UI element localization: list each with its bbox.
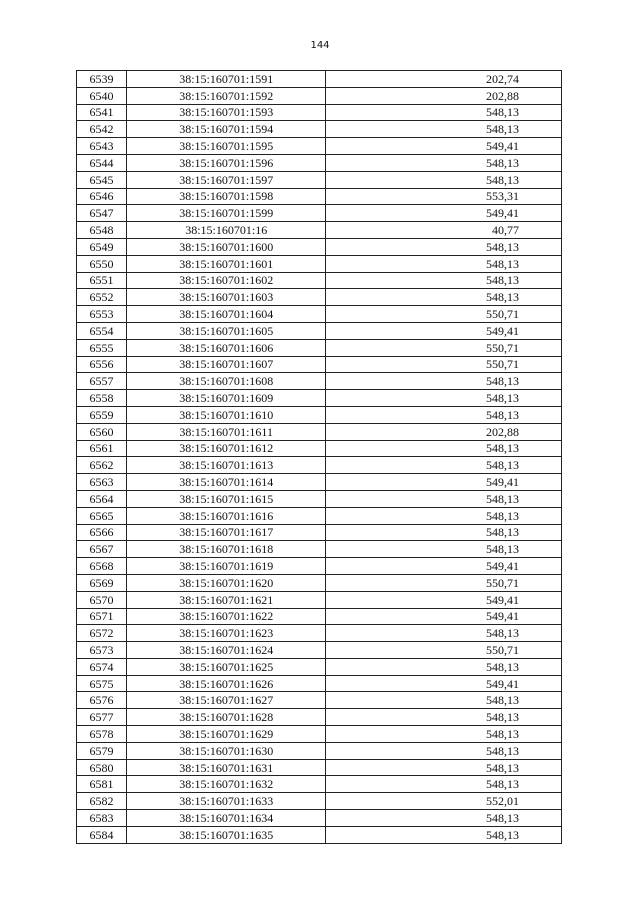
table-row — [77, 742, 562, 759]
area-cell: 550,71 — [326, 339, 562, 356]
row-number-cell: 6566 — [77, 524, 127, 541]
cadastral-number-cell: 38:15:160701:1599 — [127, 205, 326, 222]
area-cell: 548,13 — [326, 272, 562, 289]
cadastral-number-cell: 38:15:160701:1629 — [127, 726, 326, 743]
area-cell: 552,01 — [326, 793, 562, 810]
area-cell: 549,41 — [326, 474, 562, 491]
area-cell: 550,71 — [326, 306, 562, 323]
row-number-cell: 6564 — [77, 490, 127, 507]
row-number-cell: 6577 — [77, 709, 127, 726]
area-cell: 549,41 — [326, 591, 562, 608]
cadastral-number-cell: 38:15:160701:1602 — [127, 272, 326, 289]
area-cell: 40,77 — [326, 222, 562, 239]
area-cell: 548,13 — [326, 440, 562, 457]
area-cell: 548,13 — [326, 255, 562, 272]
cadastral-number-cell: 38:15:160701:1628 — [127, 709, 326, 726]
row-number-cell: 6571 — [77, 608, 127, 625]
row-number-cell: 6557 — [77, 373, 127, 390]
cadastral-number-cell: 38:15:160701:1591 — [127, 71, 326, 88]
area-cell: 548,13 — [326, 154, 562, 171]
row-number-cell: 6542 — [77, 121, 127, 138]
table-row — [77, 574, 562, 591]
area-cell: 548,13 — [326, 524, 562, 541]
page-number: 144 — [310, 40, 330, 51]
row-number-cell: 6574 — [77, 658, 127, 675]
area-cell: 549,41 — [326, 558, 562, 575]
area-cell: 548,13 — [326, 507, 562, 524]
table-row — [77, 709, 562, 726]
table-row — [77, 457, 562, 474]
table-row — [77, 658, 562, 675]
table-row — [77, 810, 562, 827]
cadastral-number-cell: 38:15:160701:1623 — [127, 625, 326, 642]
cadastral-number-cell: 38:15:160701:1607 — [127, 356, 326, 373]
row-number-cell: 6558 — [77, 390, 127, 407]
row-number-cell: 6578 — [77, 726, 127, 743]
area-cell: 549,41 — [326, 322, 562, 339]
cadastral-number-cell: 38:15:160701:1630 — [127, 742, 326, 759]
cadastral-number-cell: 38:15:160701:1625 — [127, 658, 326, 675]
area-cell: 548,13 — [326, 457, 562, 474]
table-row — [77, 339, 562, 356]
area-cell: 548,13 — [326, 742, 562, 759]
area-cell: 548,13 — [326, 406, 562, 423]
area-cell: 202,74 — [326, 71, 562, 88]
area-cell: 548,13 — [326, 726, 562, 743]
cadastral-number-cell: 38:15:160701:1615 — [127, 490, 326, 507]
cadastral-number-cell: 38:15:160701:1598 — [127, 188, 326, 205]
cadastral-number-cell: 38:15:160701:1632 — [127, 776, 326, 793]
table-row — [77, 826, 562, 843]
table-row — [77, 642, 562, 659]
row-number-cell: 6541 — [77, 104, 127, 121]
cadastral-number-cell: 38:15:160701:1604 — [127, 306, 326, 323]
cadastral-number-cell: 38:15:160701:1617 — [127, 524, 326, 541]
area-cell: 548,13 — [326, 759, 562, 776]
cadastral-number-cell: 38:15:160701:1612 — [127, 440, 326, 457]
area-cell: 550,71 — [326, 642, 562, 659]
cadastral-number-cell: 38:15:160701:1593 — [127, 104, 326, 121]
cadastral-number-cell: 38:15:160701:1592 — [127, 87, 326, 104]
table-row — [77, 474, 562, 491]
row-number-cell: 6545 — [77, 171, 127, 188]
table-row — [77, 625, 562, 642]
table-row — [77, 793, 562, 810]
row-number-cell: 6552 — [77, 289, 127, 306]
table-row — [77, 406, 562, 423]
area-cell: 548,13 — [326, 658, 562, 675]
row-number-cell: 6568 — [77, 558, 127, 575]
cadastral-number-cell: 38:15:160701:1595 — [127, 138, 326, 155]
cadastral-number-cell: 38:15:160701:1631 — [127, 759, 326, 776]
cadastral-number-cell: 38:15:160701:1634 — [127, 810, 326, 827]
table-row — [77, 71, 562, 88]
cadastral-number-cell: 38:15:160701:1596 — [127, 154, 326, 171]
row-number-cell: 6584 — [77, 826, 127, 843]
table-row — [77, 423, 562, 440]
table-row — [77, 507, 562, 524]
row-number-cell: 6583 — [77, 810, 127, 827]
table-row — [77, 440, 562, 457]
row-number-cell: 6569 — [77, 574, 127, 591]
area-cell: 549,41 — [326, 205, 562, 222]
cadastral-number-cell: 38:15:160701:1594 — [127, 121, 326, 138]
row-number-cell: 6565 — [77, 507, 127, 524]
table-row — [77, 591, 562, 608]
table-row — [77, 490, 562, 507]
row-number-cell: 6561 — [77, 440, 127, 457]
table-row — [77, 524, 562, 541]
table-row — [77, 104, 562, 121]
row-number-cell: 6554 — [77, 322, 127, 339]
row-number-cell: 6556 — [77, 356, 127, 373]
area-cell: 548,13 — [326, 490, 562, 507]
area-cell: 202,88 — [326, 87, 562, 104]
table-row — [77, 188, 562, 205]
table-row — [77, 87, 562, 104]
row-number-cell: 6562 — [77, 457, 127, 474]
table-row — [77, 154, 562, 171]
row-number-cell: 6539 — [77, 71, 127, 88]
cadastral-number-cell: 38:15:160701:1626 — [127, 675, 326, 692]
table-row — [77, 726, 562, 743]
row-number-cell: 6573 — [77, 642, 127, 659]
table-row — [77, 121, 562, 138]
row-number-cell: 6543 — [77, 138, 127, 155]
cadastral-number-cell: 38:15:160701:1622 — [127, 608, 326, 625]
cadastral-number-cell: 38:15:160701:1603 — [127, 289, 326, 306]
cadastral-number-cell: 38:15:160701:1618 — [127, 541, 326, 558]
table-row — [77, 608, 562, 625]
area-cell: 553,31 — [326, 188, 562, 205]
row-number-cell: 6550 — [77, 255, 127, 272]
row-number-cell: 6572 — [77, 625, 127, 642]
row-number-cell: 6547 — [77, 205, 127, 222]
row-number-cell: 6555 — [77, 339, 127, 356]
area-cell: 549,41 — [326, 608, 562, 625]
table-row — [77, 776, 562, 793]
cadastral-number-cell: 38:15:160701:1611 — [127, 423, 326, 440]
cadastral-number-cell: 38:15:160701:1600 — [127, 238, 326, 255]
row-number-cell: 6580 — [77, 759, 127, 776]
cadastral-number-cell: 38:15:160701:1635 — [127, 826, 326, 843]
cadastral-number-cell: 38:15:160701:1597 — [127, 171, 326, 188]
area-cell: 548,13 — [326, 709, 562, 726]
row-number-cell: 6540 — [77, 87, 127, 104]
table-row — [77, 675, 562, 692]
table-row — [77, 692, 562, 709]
area-cell: 548,13 — [326, 121, 562, 138]
area-cell: 548,13 — [326, 289, 562, 306]
cadastral-number-cell: 38:15:160701:1609 — [127, 390, 326, 407]
row-number-cell: 6560 — [77, 423, 127, 440]
area-cell: 548,13 — [326, 692, 562, 709]
row-number-cell: 6582 — [77, 793, 127, 810]
table-row — [77, 373, 562, 390]
table-row — [77, 541, 562, 558]
area-cell: 548,13 — [326, 238, 562, 255]
row-number-cell: 6551 — [77, 272, 127, 289]
row-number-cell: 6544 — [77, 154, 127, 171]
cadastral-number-cell: 38:15:160701:1627 — [127, 692, 326, 709]
row-number-cell: 6581 — [77, 776, 127, 793]
cadastral-number-cell: 38:15:160701:1619 — [127, 558, 326, 575]
row-number-cell: 6553 — [77, 306, 127, 323]
row-number-cell: 6548 — [77, 222, 127, 239]
row-number-cell: 6576 — [77, 692, 127, 709]
row-number-cell: 6575 — [77, 675, 127, 692]
cadastral-number-cell: 38:15:160701:1610 — [127, 406, 326, 423]
cadastral-number-cell: 38:15:160701:1601 — [127, 255, 326, 272]
area-cell: 548,13 — [326, 826, 562, 843]
table-row — [77, 759, 562, 776]
area-cell: 548,13 — [326, 776, 562, 793]
row-number-cell: 6546 — [77, 188, 127, 205]
cadastral-number-cell: 38:15:160701:1620 — [127, 574, 326, 591]
table-row — [77, 255, 562, 272]
table-row — [77, 322, 562, 339]
area-cell: 550,71 — [326, 356, 562, 373]
cadastral-number-cell: 38:15:160701:16 — [127, 222, 326, 239]
cadastral-number-cell: 38:15:160701:1624 — [127, 642, 326, 659]
table-row — [77, 289, 562, 306]
area-cell: 548,13 — [326, 390, 562, 407]
parcel-table — [76, 70, 562, 844]
area-cell: 548,13 — [326, 104, 562, 121]
cadastral-number-cell: 38:15:160701:1605 — [127, 322, 326, 339]
row-number-cell: 6563 — [77, 474, 127, 491]
table-row — [77, 356, 562, 373]
table-row — [77, 306, 562, 323]
table-row — [77, 138, 562, 155]
table-row — [77, 272, 562, 289]
cadastral-number-cell: 38:15:160701:1606 — [127, 339, 326, 356]
table-body — [77, 71, 562, 844]
table-row — [77, 238, 562, 255]
cadastral-number-cell: 38:15:160701:1616 — [127, 507, 326, 524]
area-cell: 548,13 — [326, 373, 562, 390]
area-cell: 548,13 — [326, 810, 562, 827]
table-row — [77, 205, 562, 222]
cadastral-number-cell: 38:15:160701:1614 — [127, 474, 326, 491]
area-cell: 550,71 — [326, 574, 562, 591]
row-number-cell: 6570 — [77, 591, 127, 608]
area-cell: 548,13 — [326, 625, 562, 642]
cadastral-number-cell: 38:15:160701:1633 — [127, 793, 326, 810]
table-row — [77, 171, 562, 188]
row-number-cell: 6549 — [77, 238, 127, 255]
cadastral-number-cell: 38:15:160701:1608 — [127, 373, 326, 390]
area-cell: 548,13 — [326, 171, 562, 188]
area-cell: 202,88 — [326, 423, 562, 440]
area-cell: 549,41 — [326, 138, 562, 155]
table-row — [77, 390, 562, 407]
table-row — [77, 558, 562, 575]
cadastral-number-cell: 38:15:160701:1613 — [127, 457, 326, 474]
row-number-cell: 6579 — [77, 742, 127, 759]
cadastral-number-cell: 38:15:160701:1621 — [127, 591, 326, 608]
row-number-cell: 6559 — [77, 406, 127, 423]
row-number-cell: 6567 — [77, 541, 127, 558]
table-row — [77, 222, 562, 239]
area-cell: 548,13 — [326, 541, 562, 558]
area-cell: 549,41 — [326, 675, 562, 692]
